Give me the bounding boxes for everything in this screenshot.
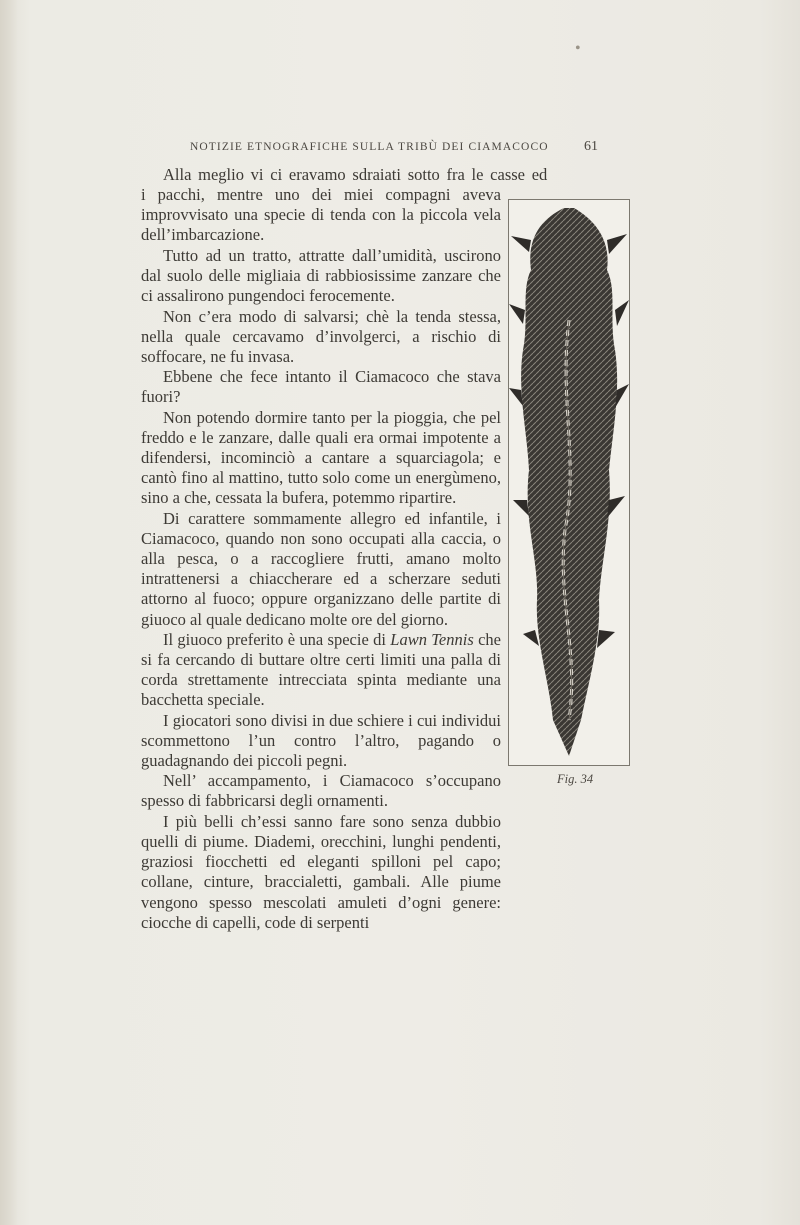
first-line: Alla meglio vi ci eravamo sdraiati sotto fra le casse ed [163,165,548,184]
paragraph: Ebbene che fece intanto il Ciamacoco che stava fuori? [141,367,501,407]
first-paragraph-continuation: i pacchi, mentre uno dei miei compagni aveva improvvisato una specie di tenda con la piccola vela dell’imbarcazione. [141,185,501,245]
paragraph: Tutto ad un tratto, attratte dall’umidità, uscirono dal suolo delle migliaia di rabbiosissime zanzare che ci assalirono pungendoci ferocemente. [141,246,501,306]
feather-ornament-icon [509,200,629,765]
body-text [141,246,501,933]
speck: • [575,40,581,57]
paragraph: Non c’era modo di salvarsi; chè la tenda stessa, nella quale cercavamo d’involgerci, a rischio di soffocare, ne fu invasa. [141,306,501,367]
paragraph: I più belli ch’essi sanno fare sono senza dubbio quelli di piume. Diademi, orecchini, lunghi pendenti, graziosi fiocchetti ed eleganti spilloni pel capo; collane, cinture, braccialetti, gambali. Alle piume vengono spesso mescolati amuleti d’ogni genere: ciocche di capelli, code di serpenti [141,811,501,932]
feather-ornament-figure [508,199,630,766]
figure-caption: Fig. 34 [557,772,594,786]
page-gutter-shadow [0,0,18,1225]
paragraph: Nell’ accampamento, i Ciamacoco s’occupano spesso di fabbricarsi degli ornamenti. [141,771,501,811]
paragraph: Il giuoco preferito è una specie di Lawn Tennis che si fa cercando di buttare oltre certi limiti una palla di corda strettamente intrecciata spinta mediante una bacchetta speciale. [141,629,501,710]
page-number: 61 [584,139,598,154]
paragraph: I giocatori sono divisi in due schiere i cui individui scommettono l’un contro l’altro, pagando o guadagnando dei piccoli pegni. [141,710,501,771]
running-title: NOTIZIE ETNOGRAFICHE SULLA TRIBÙ DEI CIAMACOCO [190,141,549,153]
paragraph: Non potendo dormire tanto per la pioggia, che pel freddo e le zanzare, dalle quali era ormai impotente a difendersi, incominciò a cantare a squarciagola; e cantò fino al mattino, tutto solo come un energùmeno, sino a che, cessata la bufera, potemmo ripartire. [141,407,501,508]
paragraph: Di carattere sommamente allegro ed infantile, i Ciamacoco, quando non sono occupati alla caccia, o alla pesca, o a raccogliere frutti, amano molto intrattenersi a chiaccherare ed a scherzare seduti attorno al fuoco; oppure organizzano delle partite di giuoco al quale dedicano molte ore del giorno. [141,508,501,629]
